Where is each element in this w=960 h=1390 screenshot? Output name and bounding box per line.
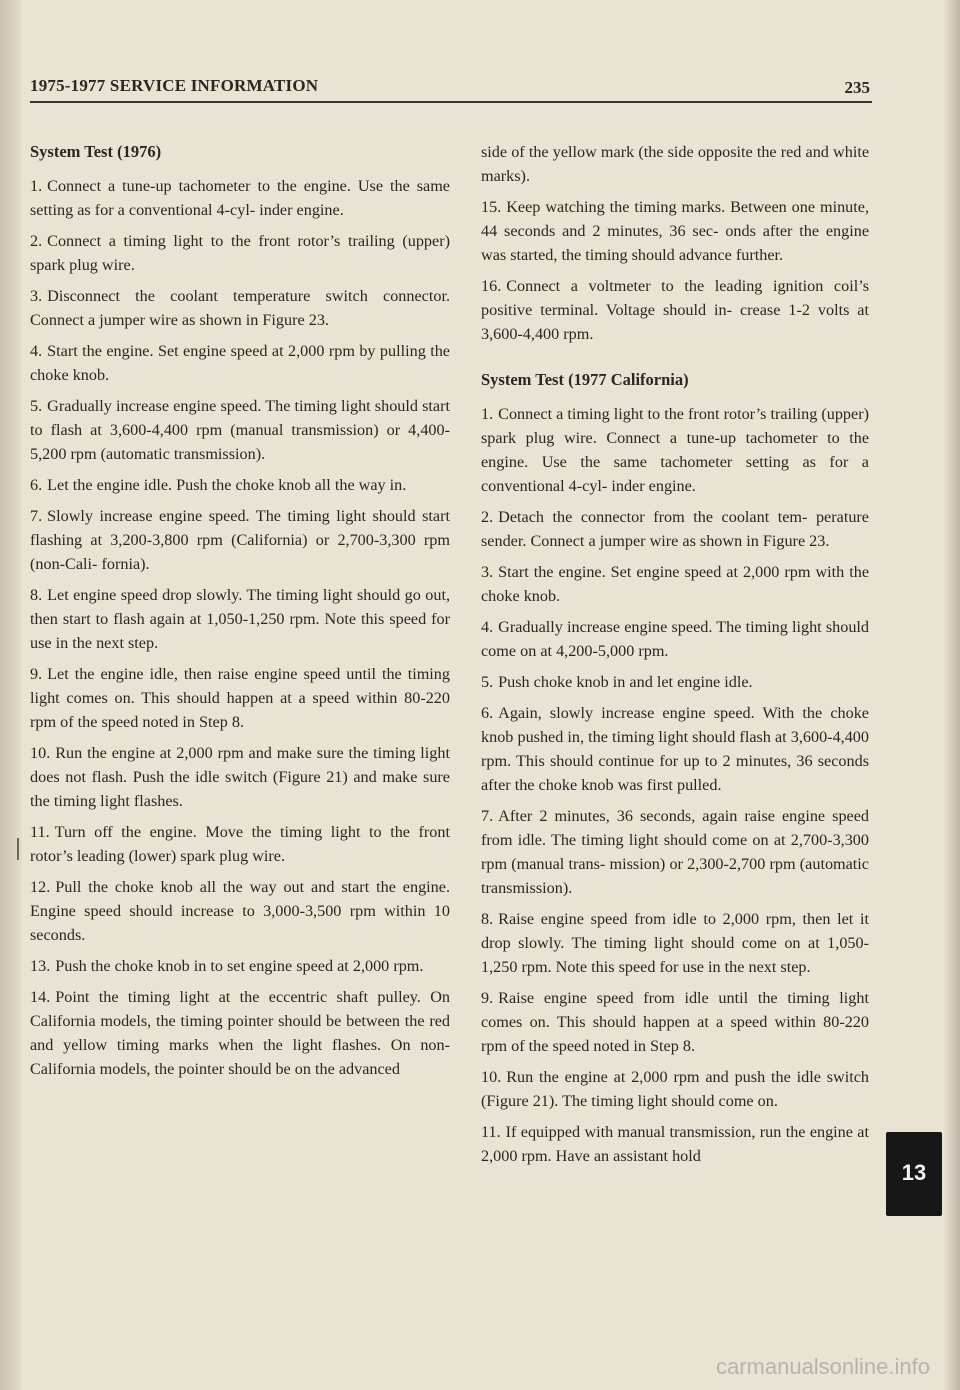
step-number: 9. <box>30 665 43 683</box>
step-number: 11. <box>30 823 50 841</box>
header-title: 1975-1977 SERVICE INFORMATION <box>30 76 319 95</box>
steps-list-1977-california <box>481 402 869 1168</box>
step-text: Raise engine speed from idle until the timing light comes on. This should happen at a speed within 80-220 rpm of the speed noted in Step 8. <box>481 989 869 1055</box>
step-paragraph <box>30 954 450 978</box>
step-number: 4. <box>30 342 43 360</box>
step-text: Let the engine idle. Push the choke knob all the way in. <box>47 476 407 494</box>
step-text: Let engine speed drop slowly. The timing light should go out, then start to flash again at 1,050-1,250 rpm. Note this speed for use in the next step. <box>30 586 450 652</box>
step-text: Gradually increase engine speed. The timing light should come on at 4,200-5,000 rpm. <box>481 618 869 660</box>
step-number: 1. <box>30 177 43 195</box>
step-number: 16. <box>481 277 502 295</box>
steps-list-1976-continued <box>481 195 869 346</box>
step-text: Gradually increase engine speed. The timing light should start to flash at 3,600-4,400 rpm (manual transmission) or 4,400-5,200 rpm (automatic transmission). <box>30 397 450 463</box>
step-paragraph <box>481 274 869 346</box>
step-text: Run the engine at 2,000 rpm and push the idle switch (Figure 21). The timing light should come on. <box>481 1068 869 1110</box>
page-right-edge <box>944 0 960 1390</box>
step-number: 7. <box>481 807 494 825</box>
step-number: 10. <box>30 744 51 762</box>
chapter-tab-label: 13 <box>901 1160 927 1185</box>
step-paragraph <box>481 1120 869 1168</box>
step-number: 14. <box>30 988 51 1006</box>
right-column <box>481 140 869 1175</box>
step-paragraph <box>481 670 869 694</box>
margin-mark <box>17 838 19 860</box>
step-paragraph <box>30 741 450 813</box>
page-left-edge <box>0 0 22 1390</box>
chapter-tab <box>886 1132 942 1216</box>
step-paragraph <box>481 615 869 663</box>
step-text: Let the engine idle, then raise engine speed until the timing light comes on. This should happen at a speed within 80-220 rpm of the speed noted in Step 8. <box>30 665 450 731</box>
step-paragraph <box>481 195 869 267</box>
step-number: 11. <box>481 1123 501 1141</box>
step-paragraph <box>481 505 869 553</box>
step-paragraph <box>30 284 450 332</box>
step-text: Again, slowly increase engine speed. With the choke knob pushed in, the timing light should flash at 3,600-4,400 rpm. This should continue for up to 2 minutes, 36 seconds after the choke knob was first pulled. <box>481 704 869 794</box>
step-text: After 2 minutes, 36 seconds, again raise engine speed from idle. The timing light should come on at 2,700-3,300 rpm (manual trans- mission) or 2,300-2,700 rpm (automatic transmission). <box>481 807 869 897</box>
step-number: 8. <box>30 586 43 604</box>
header-rule <box>30 101 872 103</box>
step-number: 13. <box>30 957 51 975</box>
section-heading-1976: System Test (1976) <box>30 142 162 161</box>
step-paragraph <box>30 583 450 655</box>
step-paragraph <box>481 560 869 608</box>
step-paragraph <box>30 662 450 734</box>
step-paragraph <box>30 473 450 497</box>
step-number: 1. <box>481 405 494 423</box>
step-paragraph <box>30 229 450 277</box>
steps-list-1976 <box>30 174 450 1081</box>
step-paragraph <box>481 1065 869 1113</box>
step-paragraph <box>30 504 450 576</box>
step-paragraph <box>30 174 450 222</box>
watermark: carmanualsonline.info <box>715 1354 930 1379</box>
left-column <box>30 140 450 1088</box>
step-text: Start the engine. Set engine speed at 2,000 rpm by pulling the choke knob. <box>30 342 450 384</box>
step-paragraph <box>481 402 869 498</box>
step-paragraph <box>481 701 869 797</box>
step-text: Detach the connector from the coolant tem- perature sender. Connect a jumper wire as shown in Figure 23. <box>481 508 869 550</box>
step-text: Connect a timing light to the front rotor’s trailing (upper) spark plug wire. <box>30 232 450 274</box>
step-number: 12. <box>30 878 51 896</box>
step-text: Run the engine at 2,000 rpm and make sure the timing light does not flash. Push the idle switch (Figure 21) and make sure the timing light flashes. <box>30 744 450 810</box>
step-number: 10. <box>481 1068 502 1086</box>
step-number: 5. <box>30 397 43 415</box>
step-paragraph <box>30 985 450 1081</box>
step-text: Turn off the engine. Move the timing light to the front rotor’s leading (lower) spark plug wire. <box>30 823 450 865</box>
step-text: Raise engine speed from idle to 2,000 rpm, then let it drop slowly. The timing light should come on at 1,050-1,250 rpm. Note this speed for use in the next step. <box>481 910 869 976</box>
step-paragraph <box>30 339 450 387</box>
step-text: If equipped with manual transmission, run the engine at 2,000 rpm. Have an assistant hold <box>481 1123 869 1165</box>
step-number: 9. <box>481 989 494 1007</box>
step-text: Start the engine. Set engine speed at 2,000 rpm with the choke knob. <box>481 563 869 605</box>
step-number: 6. <box>30 476 43 494</box>
step-number: 4. <box>481 618 494 636</box>
step-number: 5. <box>481 673 494 691</box>
continued-paragraph: side of the yellow mark (the side opposite the red and white marks). <box>481 143 869 185</box>
step-number: 2. <box>481 508 494 526</box>
step-paragraph <box>30 394 450 466</box>
step-number: 6. <box>481 704 494 722</box>
step-paragraph <box>30 820 450 868</box>
step-text: Pull the choke knob all the way out and start the engine. Engine speed should increase to 3,000-3,500 rpm within 10 seconds. <box>30 878 450 944</box>
step-text: Connect a tune-up tachometer to the engine. Use the same setting as for a conventional 4-cyl- inder engine. <box>30 177 450 219</box>
step-text: Connect a voltmeter to the leading ignition coil’s positive terminal. Voltage should in- crease 1-2 volts at 3,600-4,400 rpm. <box>481 277 869 343</box>
step-number: 8. <box>481 910 494 928</box>
step-text: Point the timing light at the eccentric shaft pulley. On California models, the timing pointer should be between the red and yellow timing marks when the light flashes. On non-California models, the pointer should be on the advanced <box>30 988 450 1078</box>
step-number: 7. <box>30 507 43 525</box>
step-paragraph <box>481 986 869 1058</box>
section-heading-1977-california: System Test (1977 California) <box>481 370 689 389</box>
step-text: Slowly increase engine speed. The timing light should start flashing at 3,200-3,800 rpm (California) or 2,700-3,300 rpm (non-Cali- fornia). <box>30 507 450 573</box>
step-paragraph <box>481 804 869 900</box>
step-paragraph <box>30 875 450 947</box>
step-number: 15. <box>481 198 502 216</box>
step-number: 2. <box>30 232 43 250</box>
step-text: Keep watching the timing marks. Between one minute, 44 seconds and 2 minutes, 36 sec- onds after the engine was started, the timing should advance further. <box>481 198 869 264</box>
step-paragraph <box>481 907 869 979</box>
page-number: 235 <box>844 78 870 97</box>
step-text: Push the choke knob in to set engine speed at 2,000 rpm. <box>55 957 424 975</box>
step-number: 3. <box>30 287 43 305</box>
step-text: Connect a timing light to the front rotor’s trailing (upper) spark plug wire. Connect a tune-up tachometer to the engine. Use the same tachometer setting as for a conventional 4-cyl- inder engine. <box>481 405 869 495</box>
step-text: Push choke knob in and let engine idle. <box>498 673 753 691</box>
step-text: Disconnect the coolant temperature switch connector. Connect a jumper wire as shown in Figure 23. <box>30 287 450 329</box>
step-number: 3. <box>481 563 494 581</box>
